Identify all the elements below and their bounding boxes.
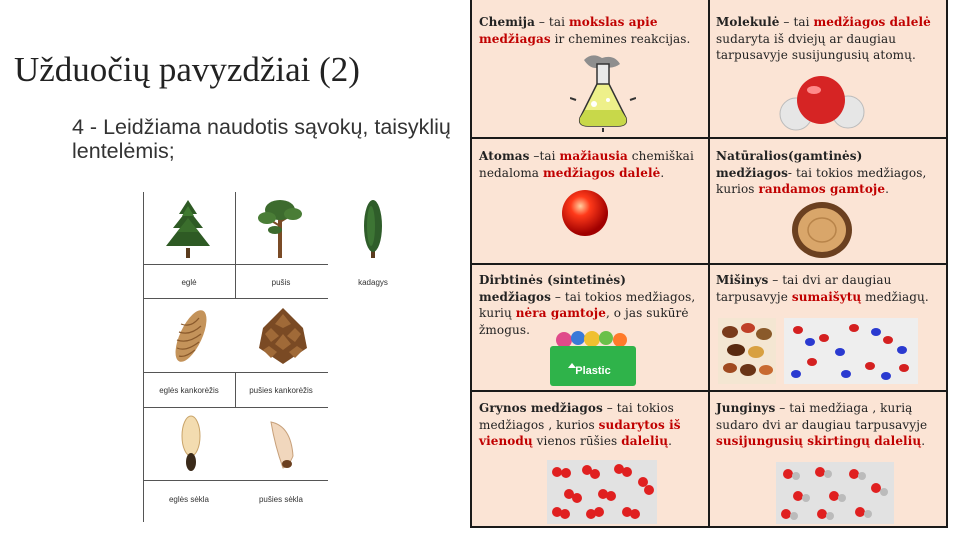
definition-text-part: – tai [779,15,814,29]
bin-label: Plastic [575,365,611,377]
plant-table [143,192,388,522]
pine-tree-icon [255,196,305,260]
plant-label: eglės kankorėžis [159,386,219,395]
definition-compound [716,400,942,450]
spruce-cone-icon [171,304,211,368]
definition-text-part: sumaišytų [791,289,862,304]
slide-subtitle: 4 - Leidžiama naudotis sąvokų, taisyklių lentelėmis; [72,115,451,163]
definition-text-part: sudarytos iš vienodų [479,417,681,448]
compound-particles-icon [776,462,894,524]
definition-text-part: – tai medžiaga , kurią sudaro dvi ar daugiau tarpusavyje [716,401,928,432]
definition-text-part: nėra gamtoje [515,306,606,320]
definition-text-part: Natūralios(gamtinės) medžiagos [716,149,863,180]
spruce-tree-icon [161,198,216,260]
definition-text-part: Grynos medžiagos [479,401,603,415]
definition-text-part: susijungusių skirtingų dalelių [716,434,922,448]
definition-text-part: Atomas [479,149,530,163]
definition-text-part: ir chemines reakcijas. [550,31,691,46]
definition-molecule [716,14,942,64]
nuts-mixture-icon [718,318,776,384]
definition-text-part: – tai tokios medžiagos, kurių [479,289,696,320]
flask-icon [570,52,636,132]
definition-text-part: dalelių [621,434,669,448]
definition-text-part: medžiagos dalelė [542,165,661,180]
definition-text-part: – tai tokios medžiagos , kurios [479,401,674,432]
definition-mixture [716,272,942,305]
definition-text-part: Chemija [479,15,535,29]
definition-text-part: mažiausia [559,149,628,163]
definition-text-part: – tai [534,15,569,29]
plastic-bin-icon [546,330,640,388]
definition-text-part: . [885,182,890,196]
definition-text-part: randamos gamtoje [758,182,886,196]
spruce-seed-icon [177,414,205,476]
definition-text-part: . [660,165,665,180]
definition-text-part: medžiagų. [861,289,929,304]
definition-text-part: –tai [529,149,560,163]
definition-text-part: mokslas apie medžiagas [479,15,658,46]
definition-text-part: chemiškai nedaloma [479,149,694,180]
plant-label: eglės sėkla [168,495,210,504]
atom-ball-icon [560,188,610,238]
slide-title: Užduočių pavyzdžiai (2) [14,50,360,89]
pine-seed-icon [263,416,303,472]
plant-label: pušis [271,278,291,287]
definition-chemistry [479,14,701,47]
plant-label: eglė [181,278,197,287]
definition-synthetic-substances [479,272,701,338]
wood-slice-icon [790,200,854,260]
definition-text-part: medžiagos dalelė [813,15,931,29]
molecule-icon [776,74,866,136]
definition-text-part: - tai tokios medžiagos, kurios [716,165,927,196]
definition-natural-substances [716,148,942,198]
definition-pure-substances [479,400,701,450]
mixture-icon [784,318,918,384]
pine-cone-icon [253,304,313,368]
definition-text-part: – tai dvi ar daugiau tarpusavyje [716,273,892,304]
definition-text-part: . [668,434,673,448]
definition-text-part: , o jas sukūrė žmogus. [479,306,689,337]
juniper-tree-icon [353,196,393,260]
definition-text-part: Dirbtinės (sintetinės) medžiagos [479,273,627,304]
pure-particles-icon [547,460,657,524]
definition-text-part: . [921,434,926,448]
definition-text-part: Mišinys [716,273,769,287]
definitions-grid [470,0,948,528]
plant-label: pušies sėkla [258,495,304,504]
definition-text-part: sudaryta iš dviejų ar daugiau tarpusavyje susijungusių atomų. [716,31,916,62]
definition-atom [479,148,701,181]
plant-label: pušies kankorėžis [249,386,313,395]
plant-label: kadagys [358,278,388,287]
definition-text-part: Junginys [716,401,776,415]
definition-text-part: vienos rūšies [532,434,622,448]
definition-text-part: Molekulė [716,15,780,29]
